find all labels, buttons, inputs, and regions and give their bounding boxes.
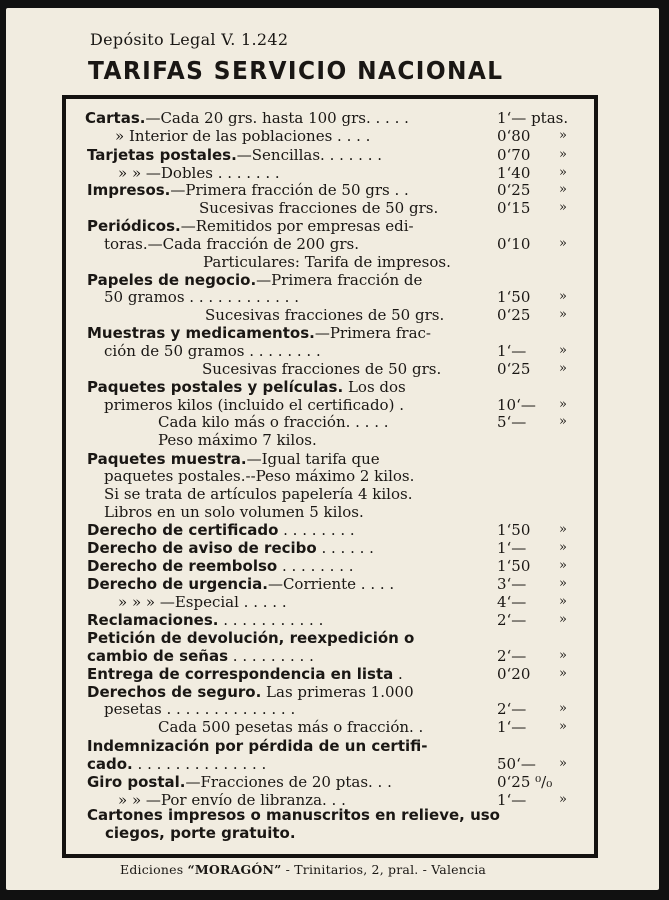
tariff-amount: 3‘—: [497, 575, 527, 593]
tariff-row: [87, 755, 266, 773]
tariff-text: Particulares: Tarifa de impresos.: [203, 253, 451, 271]
tariff-row: [87, 521, 355, 539]
tariff-heading: Tarjetas postales.: [87, 146, 237, 164]
tariff-text: » Interior de las poblaciones . . . .: [115, 127, 371, 145]
tariff-amount: 0‘15: [497, 199, 531, 217]
tariff-row: [118, 164, 280, 182]
tariff-text: Si se trata de artículos papelería 4 kilos.: [104, 485, 413, 503]
tariff-text: paquetes postales.--Peso máximo 2 kilos.: [104, 467, 415, 485]
tariff-row: [118, 593, 287, 611]
tariff-text: —Remitidos por empresas edi-: [180, 217, 414, 235]
tariff-heading: Derecho de urgencia.: [87, 575, 268, 593]
tariff-amount: 0‘25 ⁰/₀: [497, 773, 553, 791]
tariff-row: [202, 360, 441, 378]
tariff-text: . . . . . .: [316, 539, 374, 557]
tariff-text: Cada 500 pesetas más o fracción. .: [158, 718, 424, 736]
tariff-row: [158, 431, 317, 449]
tariff-row: [87, 450, 380, 468]
ditto-mark: »: [559, 558, 567, 573]
tariff-row: [158, 718, 423, 736]
tariff-text: Sucesivas fracciones de 50 grs.: [202, 360, 442, 378]
tariff-row: [87, 665, 403, 683]
tariff-text: Las primeras 1.000: [261, 683, 414, 701]
tariff-amount: 0‘80: [497, 127, 531, 145]
tariff-text: —Primera frac-: [314, 324, 432, 342]
tariff-text: —Corriente . . . .: [267, 575, 395, 593]
tariff-amount: 50‘—: [497, 755, 536, 773]
tariff-text: » » —Por envío de libranza. . .: [118, 791, 346, 809]
tariff-row: [104, 503, 364, 521]
tariff-amount: 0‘20: [497, 665, 531, 683]
tariff-heading: Entrega de correspondencia en lista: [87, 665, 394, 683]
tariff-amount: 10‘—: [497, 396, 536, 414]
publisher-footer: [120, 862, 486, 877]
tariff-text: . . . . . . . . .: [228, 647, 314, 665]
tariff-heading: Derecho de aviso de recibo: [87, 539, 317, 557]
tariff-row: [87, 557, 354, 575]
publisher-address: - Trinitarios, 2, pral. - Valencia: [281, 862, 487, 877]
ditto-mark: »: [559, 361, 567, 376]
ditto-mark: »: [559, 612, 567, 627]
tariff-row: [205, 306, 444, 324]
tariff-amount: 4‘—: [497, 593, 527, 611]
tariff-heading: Paquetes postales y películas.: [87, 378, 344, 396]
tariff-heading: Impresos.: [87, 181, 171, 199]
tariff-row: [87, 181, 409, 199]
ditto-mark: »: [559, 576, 567, 591]
tariff-row: [87, 611, 323, 629]
tariff-row: [158, 413, 389, 431]
ditto-mark: »: [559, 397, 567, 412]
tariff-heading: Papeles de negocio.: [87, 271, 257, 289]
tariff-text: ción de 50 gramos . . . . . . . .: [104, 342, 321, 360]
tariff-row: [87, 146, 382, 164]
tariff-amount: 1‘—: [497, 718, 527, 736]
tariff-heading: cado.: [87, 755, 133, 773]
tariff-row: [104, 288, 299, 306]
ditto-mark: »: [559, 182, 567, 197]
tariff-text: —Igual tarifa que: [246, 450, 380, 468]
ditto-mark: »: [559, 701, 567, 716]
tariff-text: Sucesivas fracciones de 50 grs.: [199, 199, 439, 217]
tariff-row: [87, 539, 374, 557]
tariff-amount: 1‘50: [497, 521, 531, 539]
ditto-mark: »: [559, 666, 567, 681]
tariff-heading: Reclamaciones.: [87, 611, 219, 629]
tariff-row: [87, 217, 414, 235]
tariff-text: pesetas . . . . . . . . . . . . . .: [104, 700, 296, 718]
tariff-text: —Primera fracción de 50 grs . .: [170, 181, 409, 199]
ditto-mark: »: [559, 147, 567, 162]
tariff-row: [87, 737, 427, 755]
tariff-heading: Periódicos.: [87, 217, 181, 235]
tariff-heading: Petición de devolución, reexpedición o: [87, 629, 415, 647]
tariff-text: primeros kilos (incluido el certificado) .: [104, 396, 404, 414]
tariff-heading: Giro postal.: [87, 773, 186, 791]
ditto-mark: »: [559, 165, 567, 180]
tariff-row: [115, 127, 370, 145]
tariff-text: » » —Dobles . . . . . . .: [118, 164, 280, 182]
ditto-mark: »: [559, 200, 567, 215]
tariff-text: Los dos: [343, 378, 406, 396]
legal-deposit: Depósito Legal V. 1.242: [90, 30, 289, 49]
tariff-row: [87, 271, 422, 289]
tariff-heading: Muestras y medicamentos.: [87, 324, 315, 342]
tariff-amount: 0‘25: [497, 306, 531, 324]
tariff-amount: 0‘10: [497, 235, 531, 253]
tariff-amount: 2‘—: [497, 700, 527, 718]
tariff-heading: Indemnización por pérdida de un certifi-: [87, 737, 428, 755]
page-title: TARIFAS SERVICIO NACIONAL: [88, 56, 504, 85]
tariff-amount: 1‘—: [497, 342, 527, 360]
tariff-heading: Derechos de seguro.: [87, 683, 262, 701]
ditto-mark: »: [559, 414, 567, 429]
tariff-row: [104, 396, 404, 414]
tariff-row: [104, 342, 321, 360]
tariff-amount: 1‘50: [497, 557, 531, 575]
tariff-row: [104, 700, 295, 718]
tariff-row: [87, 378, 406, 396]
tariff-row: [199, 199, 438, 217]
tariff-row: [104, 235, 359, 253]
tariff-text: —Fracciones de 20 ptas. . .: [185, 773, 392, 791]
tariff-text: 50 gramos . . . . . . . . . . . .: [104, 288, 299, 306]
tariff-heading: Derecho de reembolso: [87, 557, 278, 575]
tariff-amount: 0‘25: [497, 181, 531, 199]
tariff-text: —Primera fracción de: [256, 271, 423, 289]
tariff-row: [85, 109, 409, 127]
tariff-row: [87, 629, 414, 647]
tariff-amount: 0‘70: [497, 146, 531, 164]
final-note-line-2: ciegos, porte gratuito.: [105, 824, 296, 842]
tariff-row: [87, 773, 392, 791]
tariff-heading: Paquetes muestra.: [87, 450, 247, 468]
tariff-row: [104, 485, 412, 503]
tariff-heading: Derecho de certificado: [87, 521, 279, 539]
ditto-mark: »: [559, 594, 567, 609]
tariff-text: Cada kilo más o fracción. . . . .: [158, 413, 389, 431]
tariff-row: [87, 324, 431, 342]
tariff-amount: 1‘—: [497, 539, 527, 557]
tariff-row: [87, 647, 314, 665]
ditto-mark: »: [559, 343, 567, 358]
tariff-text: Sucesivas fracciones de 50 grs.: [205, 306, 445, 324]
tariff-row: [104, 467, 414, 485]
tariff-text: Peso máximo 7 kilos.: [158, 431, 317, 449]
ditto-mark: »: [559, 522, 567, 537]
ditto-mark: »: [559, 756, 567, 771]
ditto-mark: »: [559, 307, 567, 322]
publisher-brand: “MORAGÓN”: [187, 862, 282, 877]
ditto-mark: »: [559, 540, 567, 555]
ditto-mark: »: [559, 236, 567, 251]
tariff-text: . . . . . . . .: [277, 557, 354, 575]
tariff-row: [87, 575, 394, 593]
tariff-amount: 1‘40: [497, 164, 531, 182]
tariff-text: toras.—Cada fracción de 200 grs.: [104, 235, 359, 253]
tariff-text: . . . . . . . .: [278, 521, 355, 539]
ditto-mark: »: [559, 289, 567, 304]
ditto-mark: »: [559, 792, 567, 807]
tariff-amount: 1‘—: [497, 791, 527, 809]
tariff-amount: 5‘—: [497, 413, 527, 431]
tariff-amount: 1‘50: [497, 288, 531, 306]
tariff-amount: 2‘—: [497, 647, 527, 665]
ditto-mark: »: [559, 719, 567, 734]
tariff-amount: 0‘25: [497, 360, 531, 378]
tariff-text: —Sencillas. . . . . . .: [236, 146, 383, 164]
tariff-text: —Cada 20 grs. hasta 100 grs. . . . .: [145, 109, 409, 127]
final-note-line-1: Cartones impresos o manuscritos en relieve, uso: [87, 806, 500, 824]
tariff-amount: 1‘— ptas.: [497, 109, 569, 127]
tariff-amount: 2‘—: [497, 611, 527, 629]
tariff-text: .: [393, 665, 403, 683]
tariff-heading: Cartas.: [85, 109, 146, 127]
tariff-row: [203, 253, 451, 271]
tariff-text: . . . . . . . . . . . . . .: [132, 755, 267, 773]
tariff-text: » » » —Especial . . . . .: [118, 593, 287, 611]
tariff-text: Libros en un solo volumen 5 kilos.: [104, 503, 364, 521]
tariff-heading: cambio de señas: [87, 647, 229, 665]
ditto-mark: »: [559, 128, 567, 143]
tariff-text: . . . . . . . . . . .: [218, 611, 324, 629]
tariff-row: [87, 683, 414, 701]
publisher-prefix: Ediciones: [120, 862, 188, 877]
ditto-mark: »: [559, 648, 567, 663]
